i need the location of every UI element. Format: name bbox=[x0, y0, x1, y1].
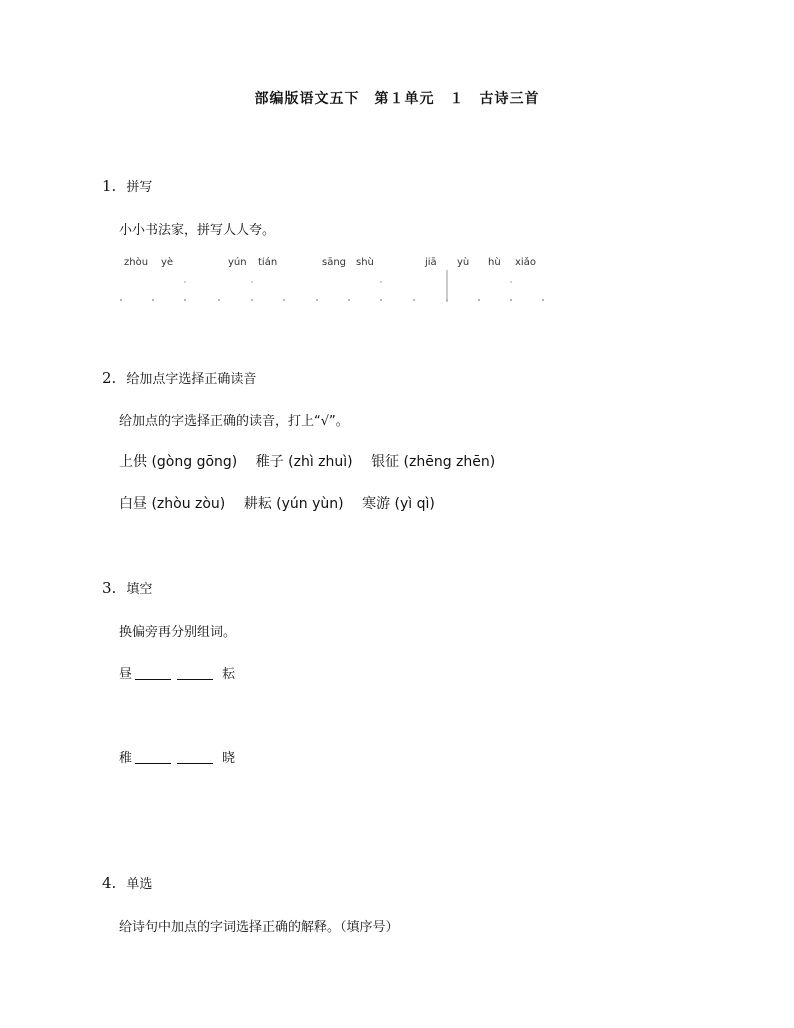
fill-blank-row-2 bbox=[119, 747, 235, 766]
fill-blank-row-1 bbox=[119, 663, 235, 682]
pinyin-syllable: zhòu bbox=[124, 257, 149, 268]
pinyin-syllable: yù bbox=[457, 257, 470, 268]
question-2-heading bbox=[102, 368, 256, 387]
given-character: 晓 bbox=[222, 751, 236, 766]
question-label: 单选 bbox=[126, 877, 153, 892]
question-number: 3. bbox=[102, 579, 117, 597]
pinyin-syllable: yè bbox=[161, 257, 174, 268]
reading-options-row-1 bbox=[119, 451, 509, 471]
given-character: 耘 bbox=[222, 667, 236, 682]
question-1-heading bbox=[102, 176, 152, 195]
question-3-heading bbox=[102, 578, 152, 597]
question-4-heading bbox=[102, 873, 152, 892]
question-label: 给加点字选择正确读音 bbox=[126, 372, 257, 387]
question-2-instruction: 给加点的字选择正确的读音，打上“√”。 bbox=[119, 414, 349, 429]
question-3-instruction: 换偏旁再分别组词。 bbox=[119, 625, 237, 640]
question-1-instruction: 小小书法家，拼写人人夸。 bbox=[119, 223, 276, 238]
reading-option[interactable]: 银征 (zhēng zhēn) bbox=[371, 454, 496, 470]
reading-options-row-2 bbox=[119, 493, 449, 513]
reading-option[interactable]: 稚子 (zhì zhuì) bbox=[255, 454, 353, 470]
given-character: 昼 bbox=[119, 667, 133, 682]
question-label: 填空 bbox=[126, 582, 153, 597]
question-number: 2. bbox=[102, 369, 117, 387]
answer-blank[interactable] bbox=[135, 679, 171, 680]
pinyin-syllable: tián bbox=[258, 257, 278, 268]
reading-option[interactable]: 耕耘 (yún yùn) bbox=[243, 496, 344, 512]
question-label: 拼写 bbox=[126, 180, 153, 195]
pinyin-syllable: shù bbox=[356, 257, 374, 268]
answer-blank[interactable] bbox=[177, 679, 213, 680]
answer-blank[interactable] bbox=[177, 763, 213, 764]
pinyin-syllable: hù bbox=[488, 257, 501, 268]
given-character: 稚 bbox=[119, 751, 133, 766]
reading-option[interactable]: 白昼 (zhòu zòu) bbox=[119, 496, 226, 512]
writing-grid[interactable] bbox=[119, 270, 549, 310]
reading-option[interactable]: 寒游 (yì qì) bbox=[362, 496, 435, 512]
pinyin-syllable: yún bbox=[228, 257, 247, 268]
pinyin-syllable: sāng bbox=[322, 257, 347, 268]
answer-blank[interactable] bbox=[135, 763, 171, 764]
question-4-instruction: 给诗句中加点的字词选择正确的解释。（填序号） bbox=[119, 920, 399, 935]
page-title: 部编版语文五下 第１单元 １ 古诗三首 bbox=[254, 91, 540, 107]
question-number: 1. bbox=[102, 177, 117, 195]
question-number: 4. bbox=[102, 874, 117, 892]
reading-option[interactable]: 上供 (gòng gōng) bbox=[119, 454, 238, 470]
pinyin-syllable: xiǎo bbox=[515, 257, 536, 268]
pinyin-syllable: jiā bbox=[425, 257, 437, 268]
